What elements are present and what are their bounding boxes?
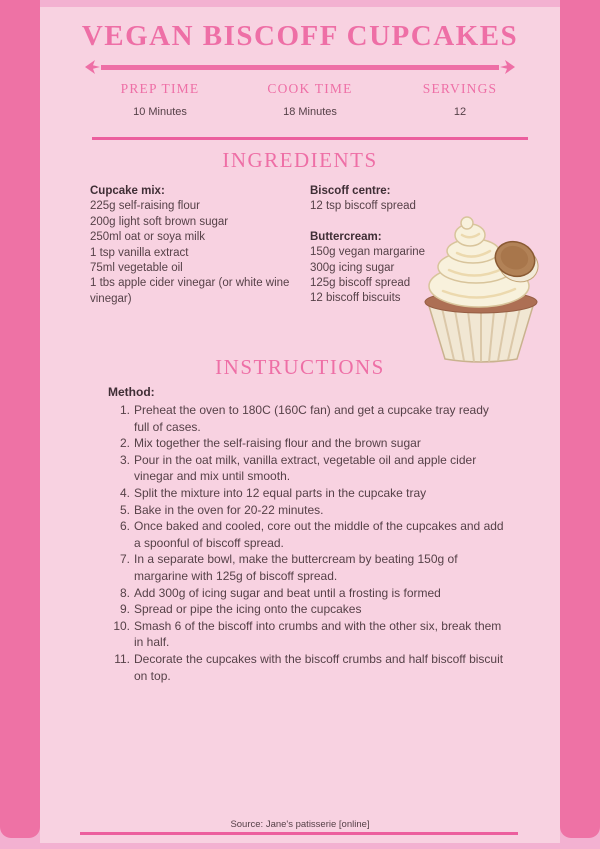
right-border-bar — [560, 0, 600, 838]
step-item — [106, 435, 506, 452]
meta-column — [385, 81, 535, 118]
ingredient-item: 1 tsp vanilla extract — [90, 246, 189, 259]
step-item — [106, 601, 506, 618]
ingredient-item: 12 tsp biscoff spread — [310, 200, 416, 213]
step-number: 3. — [119, 452, 130, 467]
meta-value: 18 Minutes — [283, 106, 337, 118]
step-item — [106, 402, 506, 435]
step-item — [106, 651, 506, 684]
ingredients-column-left — [90, 184, 302, 307]
step-text: Add 300g of icing sugar and beat until a frosting is formed — [134, 585, 441, 600]
step-text: Pour in the oat milk, vanilla extract, vegetable oil and apple cider vinegar and mix until smooth. — [134, 452, 477, 484]
bottom-divider — [80, 832, 518, 835]
step-text: Bake in the oven for 20-22 minutes. — [134, 502, 324, 517]
ingredient-item: 300g icing sugar — [310, 261, 395, 274]
step-item — [106, 502, 506, 519]
instructions-heading: INSTRUCTIONS — [215, 355, 385, 379]
ingredient-item: 75ml vegetable oil — [90, 262, 183, 275]
step-number: 10. — [113, 618, 130, 633]
finial-right-icon — [499, 60, 516, 74]
left-border-bar — [0, 0, 40, 838]
step-text: Split the mixture into 12 equal parts in the cupcake tray — [134, 485, 427, 500]
step-text: Decorate the cupcakes with the biscoff crumbs and half biscoff biscuit on top. — [134, 651, 504, 683]
step-item — [106, 452, 506, 485]
step-text: Spread or pipe the icing onto the cupcakes — [134, 602, 362, 617]
ingredient-item: 125g biscoff spread — [310, 277, 411, 290]
step-item — [106, 618, 506, 651]
meta-value: 10 Minutes — [133, 106, 187, 118]
ingredient-item: 150g vegan margarine — [310, 246, 426, 259]
step-number: 8. — [119, 585, 130, 600]
title-divider-rule — [101, 65, 499, 70]
step-item — [106, 485, 506, 502]
finial-left-icon — [84, 60, 101, 74]
meta-column — [235, 81, 385, 118]
step-item — [106, 518, 506, 551]
step-text: Once baked and cooled, core out the middle of the cupcakes and add a spoonful of biscoff spread. — [134, 519, 504, 550]
ingredient-item: 1 tbs apple cider vinegar (or white wine vinegar) — [90, 277, 290, 305]
ingredient-group-title: Buttercream: — [310, 230, 382, 243]
step-text: Mix together the self-raising flour and the brown sugar — [134, 436, 421, 451]
meta-column — [85, 81, 235, 118]
step-number: 2. — [119, 436, 130, 451]
ingredient-item: 225g self-raising flour — [90, 200, 200, 213]
step-item — [106, 585, 506, 602]
ingredient-group — [90, 184, 302, 307]
meta-label: PREP TIME — [120, 81, 200, 96]
step-number: 4. — [119, 485, 130, 500]
step-number: 7. — [119, 552, 130, 567]
method-label: Method: — [108, 385, 155, 399]
source-attribution: Source: Jane's patisserie [online] — [230, 819, 370, 830]
step-number: 6. — [119, 519, 130, 534]
step-text: In a separate bowl, make the buttercream by beating 150g of margarine with 125g of biscoff spread. — [134, 552, 458, 583]
step-number: 5. — [119, 502, 130, 517]
step-number: 1. — [119, 403, 130, 417]
step-text: Preheat the oven to 180C (160C fan) and get a cupcake tray ready full of cases. — [134, 403, 489, 434]
ingredient-group-title: Biscoff centre: — [310, 185, 391, 197]
step-item — [106, 551, 506, 584]
meta-value: 12 — [453, 106, 467, 118]
step-number: 11. — [114, 651, 130, 666]
ingredient-group-title: Cupcake mix: — [90, 185, 165, 197]
method-steps-list — [106, 402, 506, 684]
ingredients-heading: INGREDIENTS — [222, 148, 378, 172]
recipe-card — [40, 7, 560, 843]
meta-label: COOK TIME — [267, 81, 353, 96]
ingredient-item: 250ml oat or soya milk — [90, 231, 206, 244]
ingredient-group — [310, 184, 485, 215]
ingredient-item: 12 biscoff biscuits — [310, 292, 401, 305]
meta-row — [85, 81, 535, 118]
step-number: 9. — [119, 602, 130, 617]
title-divider — [84, 60, 516, 74]
meta-label: SERVINGS — [422, 81, 498, 96]
ingredient-item: 200g light soft brown sugar — [90, 215, 229, 228]
ingredients-divider — [92, 137, 528, 140]
cupcake-illustration — [412, 213, 550, 367]
step-text: Smash 6 of the biscoff into crumbs and with the other six, break them in half. — [134, 618, 502, 650]
page-title: VEGAN BISCOFF CUPCAKES — [81, 20, 519, 52]
